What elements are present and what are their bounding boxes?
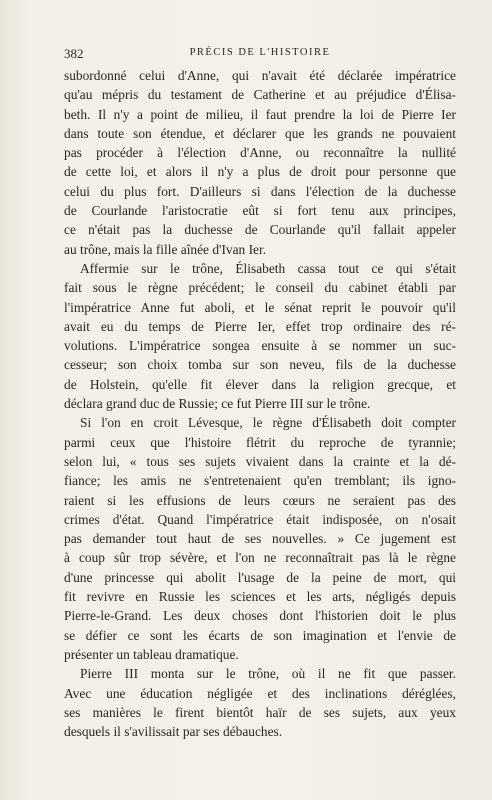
text-line: Pierre-le-Grand. Les deux choses dont l'historien doit le plus bbox=[64, 608, 456, 624]
text-line: dans toute son étendue, et déclarer que les grands ne pouvaient bbox=[64, 125, 456, 141]
text-line: celui du plus fort. D'ailleurs si dans l'élection de la duchesse bbox=[64, 183, 456, 199]
body-text bbox=[64, 66, 456, 741]
text-line: volutions. L'impératrice songea ensuite à se nommer un suc- bbox=[64, 338, 456, 354]
text-line: qu'au mépris du testament de Catherine et au préjudice d'Élisa- bbox=[64, 87, 456, 103]
text-line: ses manières le firent bientôt haïr de ses sujets, aux yeux bbox=[64, 704, 456, 720]
text-line: Avec une éducation négligée et des inclinations déréglées, bbox=[64, 685, 456, 701]
text-line: l'impératrice Anne fut aboli, et le sénat reprit le pouvoir qu'il bbox=[64, 299, 456, 315]
text-line: fit revivre en Russie les sciences et les arts, négligés depuis bbox=[64, 589, 456, 605]
text-line: Si l'on en croit Lévesque, le règne d'Élisabeth doit compter bbox=[80, 415, 456, 431]
text-line: fiance; les amis ne s'entretenaient qu'en tremblant; ils igno- bbox=[64, 473, 456, 489]
text-line: pas demander tout haut de ses nouvelles. » Ce jugement est bbox=[64, 531, 456, 547]
text-line: fait sous le règne précédent; le conseil du cabinet établi par bbox=[64, 280, 456, 296]
text-line: se défier ce sont les écarts de son imagination et l'envie de bbox=[64, 627, 456, 643]
text-line: avait eu du temps de Pierre Ier, effet trop ordinaire des ré- bbox=[64, 318, 456, 334]
text-line: de Courlande l'aristocratie eût si fort tenu aux principes, bbox=[64, 203, 456, 219]
text-line: pas procéder à l'élection d'Anne, ou reconnaître la nullité bbox=[64, 145, 456, 161]
text-line: à coup sûr trop sévère, et l'on ne reconnaîtrait pas là le règne bbox=[64, 550, 456, 566]
text-line: raient si les effusions de leurs cœurs ne seraient pas des bbox=[64, 492, 456, 508]
text-line: ce n'était pas la duchesse de Courlande qu'il fallait appeler bbox=[64, 222, 456, 238]
text-line: selon lui, « tous ses sujets vivaient dans la crainte et la dé- bbox=[64, 453, 456, 469]
running-title: PRÉCIS DE L'HISTOIRE bbox=[189, 47, 331, 58]
text-line: de Holstein, qu'elle fit élever dans la religion grecque, et bbox=[64, 376, 456, 392]
text-line: crimes d'état. Quand l'impératrice était indisposée, on n'osait bbox=[64, 511, 456, 527]
text-line: subordonné celui d'Anne, qui n'avait été déclarée impératrice bbox=[64, 68, 456, 83]
text-line: d'une princesse qui abolit l'usage de la peine de mort, qui bbox=[64, 569, 456, 585]
text-line: desquels il s'avilissait par ses débauches. bbox=[64, 724, 283, 740]
text-line: Affermie sur le trône, Élisabeth cassa tout ce qui s'était bbox=[80, 260, 456, 276]
text-line: parmi ceux que l'histoire flétrit du reproche de tyrannie; bbox=[64, 434, 456, 450]
text-line: déclara grand duc de Russie; ce fut Pierre III sur le trône. bbox=[64, 396, 371, 412]
text-line: cesseur; son choix tomba sur son neveu, fils de la duchesse bbox=[64, 357, 456, 373]
page-number: 382 bbox=[64, 46, 84, 61]
text-line: au trône, mais la fille aînée d'Ivan Ier. bbox=[64, 241, 267, 257]
text-line: Pierre III monta sur le trône, où il ne fit que passer. bbox=[80, 666, 456, 682]
page-header bbox=[64, 46, 456, 64]
text-line: beth. Il n'y a point de milieu, il faut prendre la loi de Pierre Ier bbox=[64, 106, 456, 122]
text-line: de cette loi, et alors il n'y a plus de droit pour personne que bbox=[64, 164, 456, 180]
text-line: présenter un tableau dramatique. bbox=[64, 646, 239, 662]
